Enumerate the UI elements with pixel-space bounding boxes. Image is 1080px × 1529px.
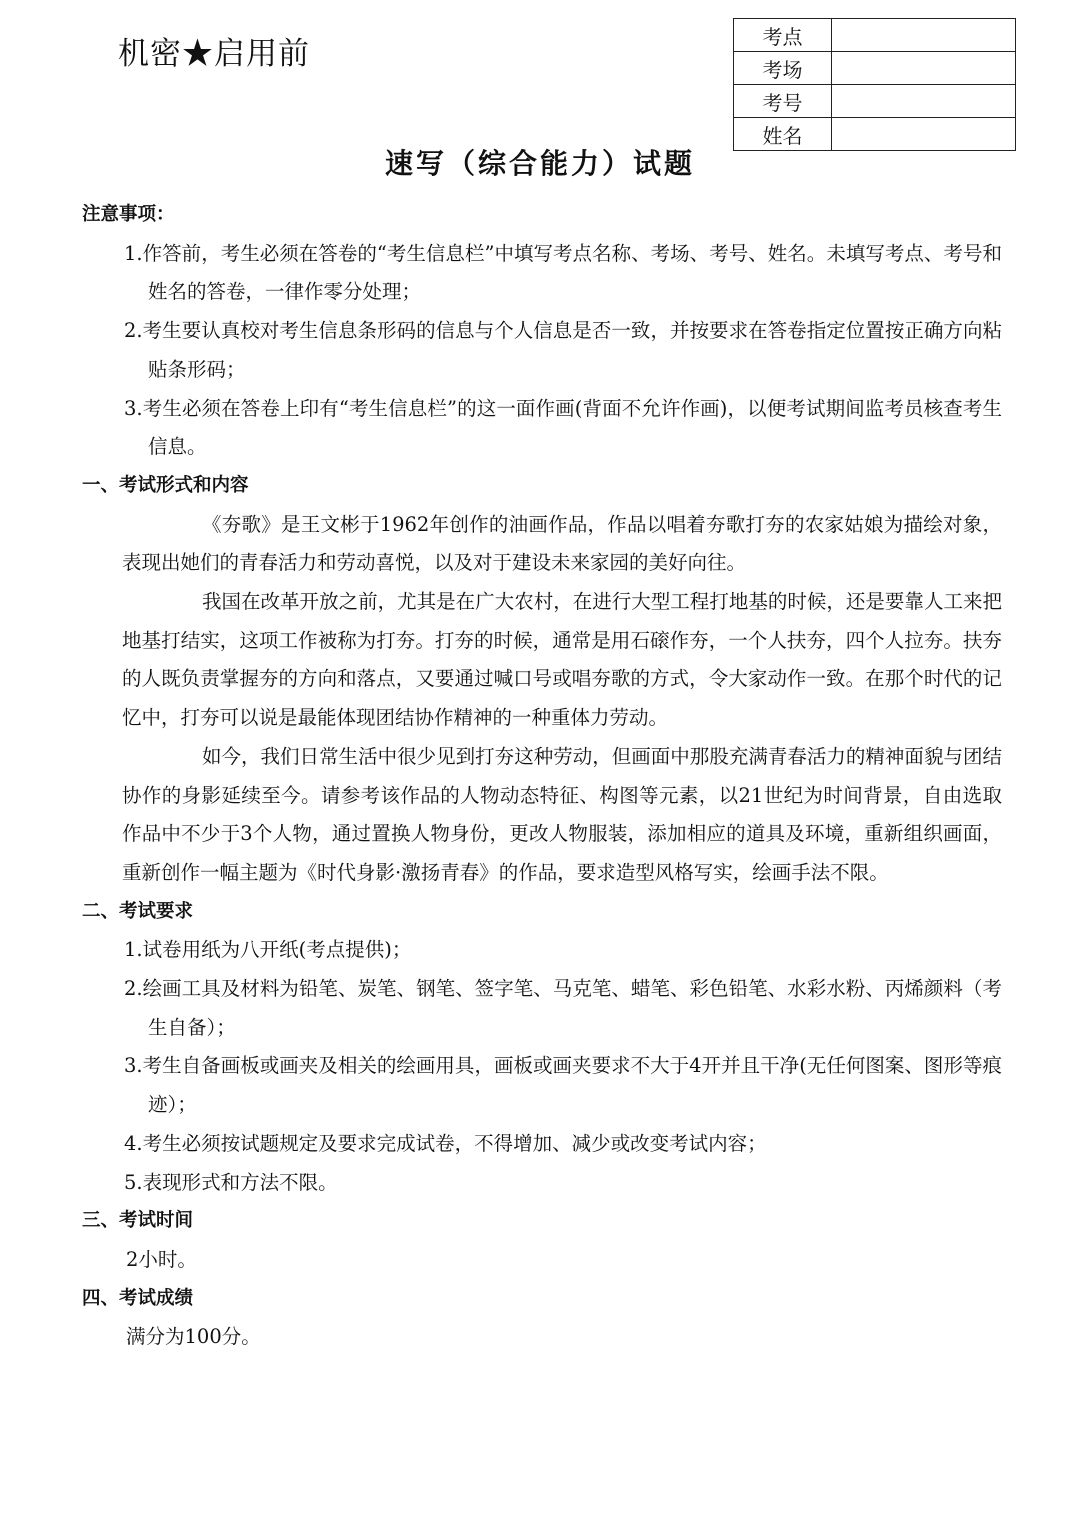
info-label: 姓名 — [734, 118, 832, 151]
info-row — [734, 19, 1016, 52]
requirement-item: 4.考生必须按试题规定及要求完成试卷，不得增加、减少或改变考试内容； — [124, 1131, 767, 1155]
info-row — [734, 52, 1016, 85]
info-blank-cell — [832, 19, 1016, 52]
notes-heading: 注意事项： — [82, 204, 175, 225]
info-label: 考号 — [734, 85, 832, 118]
section-heading: 二、考试要求 — [82, 900, 194, 922]
section-heading: 四、考试成绩 — [82, 1287, 194, 1309]
info-label: 考场 — [734, 52, 832, 85]
section-paragraph: 如今，我们日常生活中很少见到打夯这种劳动，但画面中那股充满青春活力的精神面貌与团结协作的身影延续至今。请参考该作品的人物动态特征、构图等元素，以21世纪为时间背景，自由选取作品中不少于3个人物，通过置换人物身份，更改人物服装，添加相应的道具及环境，重新组织画面，重新创作一幅主题为《时代身影·激扬青春》的作品，要求造型风格写实，绘画手法不限。 — [122, 744, 1002, 884]
exam-body — [82, 196, 1002, 1357]
page-title: 速写（综合能力）试题 — [384, 147, 695, 180]
info-row — [734, 85, 1016, 118]
requirement-item: 1.试卷用纸为八开纸(考点提供)； — [124, 938, 412, 962]
exam-score: 满分为100分。 — [126, 1325, 261, 1349]
note-item: 1.作答前，考生必须在答卷的“考生信息栏”中填写考点名称、考场、考号、姓名。未填写考点、考号和姓名的答卷，一律作零分处理； — [124, 241, 1002, 304]
note-item: 3.考生必须在答卷上印有“考生信息栏”的这一面作画(背面不允许作画)，以便考试期间监考员核查考生信息。 — [124, 396, 1002, 459]
confidential-label: 机密★启用前 — [118, 36, 310, 72]
requirement-item: 2.绘画工具及材料为铅笔、炭笔、钢笔、签字笔、马克笔、蜡笔、彩色铅笔、水彩水粉、丙烯颜料（考生自备）； — [124, 977, 1002, 1039]
candidate-info-table — [733, 18, 1016, 151]
requirement-item: 3.考生自备画板或画夹及相关的绘画用具，画板或画夹要求不大于4开并且干净(无任何图案、图形等痕迹）； — [124, 1054, 1002, 1117]
section-heading: 三、考试时间 — [82, 1210, 194, 1232]
requirement-item: 5.表现形式和方法不限。 — [124, 1170, 338, 1194]
exam-duration: 2小时。 — [126, 1247, 197, 1271]
info-blank-cell — [832, 52, 1016, 85]
info-blank-cell — [832, 85, 1016, 118]
section-heading: 一、考试形式和内容 — [82, 474, 249, 496]
section-paragraph: 《夯歌》是王文彬于1962年创作的油画作品，作品以唱着夯歌打夯的农家姑娘为描绘对象，表现出她们的青春活力和劳动喜悦，以及对于建设未来家园的美好向往。 — [122, 512, 1002, 575]
note-item: 2.考生要认真校对考生信息条形码的信息与个人信息是否一致，并按要求在答卷指定位置按正确方向粘贴条形码； — [124, 319, 1002, 381]
info-label: 考点 — [734, 19, 832, 52]
section-paragraph: 我国在改革开放之前，尤其是在广大农村，在进行大型工程打地基的时候，还是要靠人工来把地基打结实，这项工作被称为打夯。打夯的时候，通常是用石磙作夯，一个人扶夯，四个人拉夯。扶夯的人既负责掌握夯的方向和落点，又要通过喊口号或唱夯歌的方式，令大家动作一致。在那个时代的记忆中，打夯可以说是最能体现团结协作精神的一种重体力劳动。 — [122, 590, 1002, 730]
